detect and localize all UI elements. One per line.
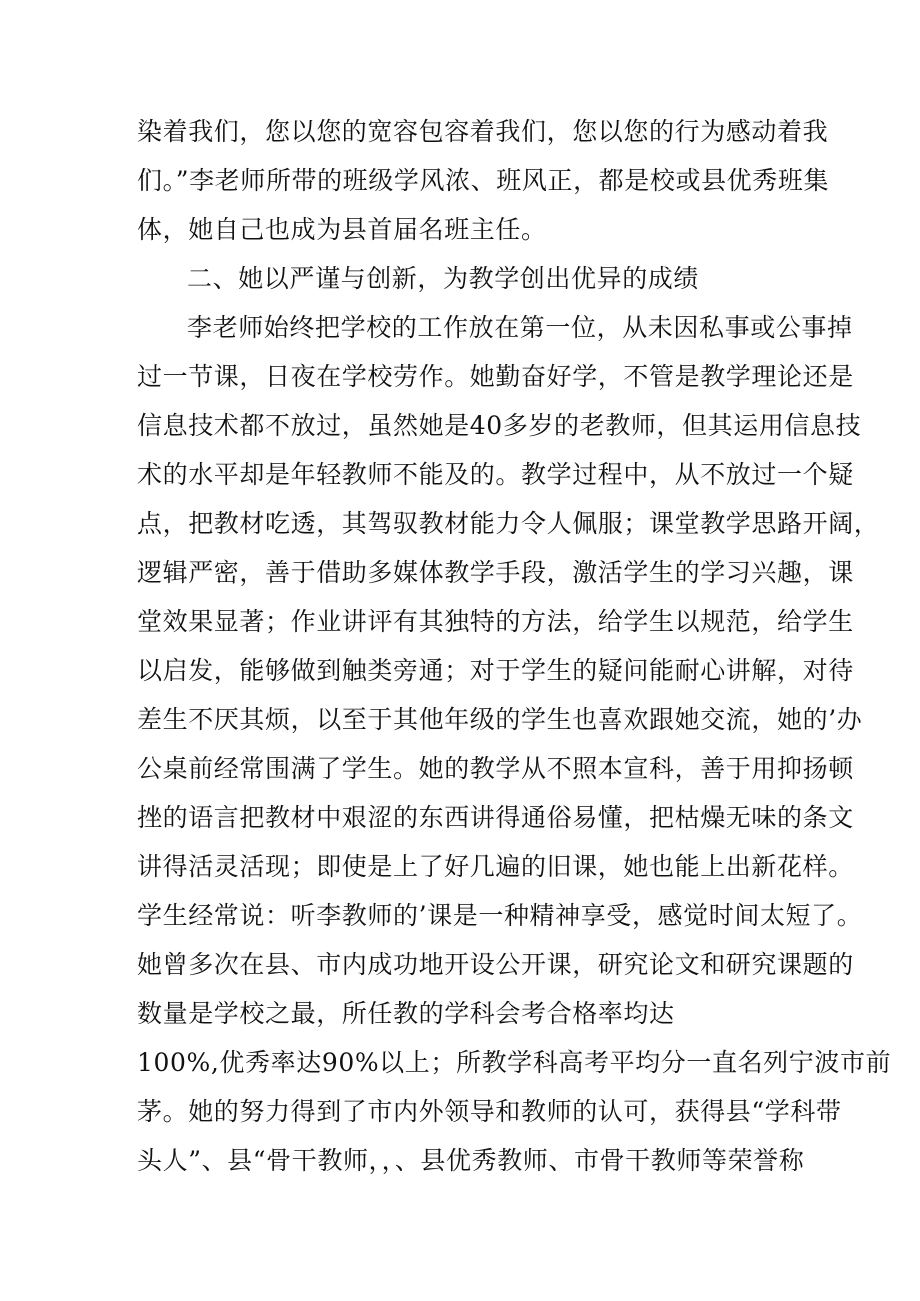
- paragraph-line: 差生不厌其烦，以至于其他年级的学生也喜欢跟她交流，她的’办: [137, 705, 863, 734]
- paragraph-line: 头人”、县“骨干教师，，、县优秀教师、市骨干教师等荣誉称: [137, 1146, 805, 1175]
- paragraph-line: 数量是学校之最，所任教的学科会考合格率均达: [137, 999, 675, 1028]
- paragraph-line: 信息技术都不放过，虽然她是40多岁的老教师，但其运用信息技: [137, 411, 862, 440]
- paragraph-line: 术的水平却是年轻教师不能及的。教学过程中，从不放过一个疑: [137, 460, 854, 489]
- paragraph-line: 茅。她的努力得到了市内外领导和教师的认可，获得县“学科带: [137, 1097, 842, 1126]
- paragraph-line: 李老师始终把学校的工作放在第一位，从未因私事或公事掉: [187, 313, 853, 342]
- paragraph-line: 体，她自己也成为县首届名班主任。: [137, 215, 547, 244]
- paragraph-line: 们。”李老师所带的班级学风浓、班风正，都是校或县优秀班集: [137, 166, 830, 195]
- paragraph-line: 100%,优秀率达90%以上；所教学科高考平均分一直名列宁波市前: [137, 1048, 892, 1077]
- paragraph-line: 逻辑严密，善于借助多媒体教学手段，激活学生的学习兴趣，课: [137, 558, 854, 587]
- paragraph-line: 挫的语言把教材中艰涩的东西讲得通俗易懂，把枯燥无味的条文: [137, 803, 854, 832]
- paragraph-line: 染着我们，您以您的宽容包容着我们，您以您的行为感动着我: [137, 117, 829, 146]
- paragraph-line: 她曾多次在县、市内成功地开设公开课，研究论文和研究课题的: [137, 950, 854, 979]
- paragraph-line: 以启发，能够做到触类旁通；对于学生的疑问能耐心讲解，对待: [137, 656, 854, 685]
- paragraph-line: 点，把教材吃透，其驾驭教材能力令人佩服；课堂教学思路开阔，: [137, 509, 880, 538]
- paragraph-line: 学生经常说：听李教师的’课是一种精神享受，感觉时间太短了。: [137, 901, 863, 930]
- paragraph-line: 过一节课，日夜在学校劳作。她勤奋好学，不管是教学理论还是: [137, 362, 854, 391]
- section-heading: 二、她以严谨与创新，为教学创出优异的成绩: [187, 264, 700, 293]
- paragraph-line: 讲得活灵活现；即使是上了好几遍的旧课，她也能上出新花样。: [137, 852, 854, 881]
- paragraph-line: 堂效果显著；作业讲评有其独特的方法，给学生以规范，给学生: [137, 607, 854, 636]
- paragraph-line: 公桌前经常围满了学生。她的教学从不照本宣科，善于用抑扬顿: [137, 754, 854, 783]
